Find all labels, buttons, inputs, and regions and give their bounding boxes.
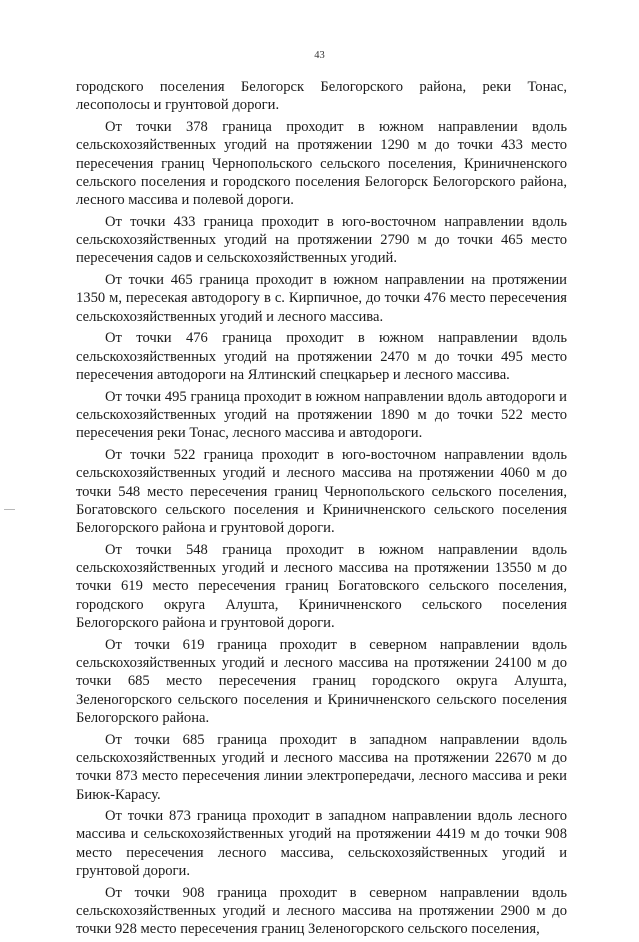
- margin-mark: [4, 509, 15, 510]
- paragraph-point-685: От точки 685 граница проходит в западном направлении вдоль сельскохозяйственных угодий и лесного массива на протяжении 22670 м до точки 873 место пересечения линии электропередачи, лесного массива и реки Биюк-Карасу.: [76, 731, 567, 803]
- paragraph-point-548: От точки 548 граница проходит в южном направлении вдоль сельскохозяйственных угодий и лесного массива на протяжении 13550 м до точки 619 место пересечения границ Богатовского сельского поселения, городского округа Алушта, Криничненского сельского поселения Белогорского района и грунтовой дороги.: [76, 541, 567, 632]
- paragraph-point-495: От точки 495 граница проходит в южном направлении вдоль автодороги и сельскохозяйственных угодий на протяжении 1890 м до точки 522 место пересечения реки Тонас, лесного массива и автодороги.: [76, 388, 567, 442]
- paragraph-point-619: От точки 619 граница проходит в северном направлении вдоль сельскохозяйственных угодий и лесного массива на протяжении 24100 м до точки 685 место пересечения границ городского округа Алушта, Зеленогорского сельского поселения и Криничненского сельского поселения Белогорского района.: [76, 636, 567, 726]
- paragraph-continuation: городского поселения Белогорск Белогорского района, реки Тонас, лесополосы и грунтовой дороги.: [76, 79, 567, 114]
- document-body: [76, 78, 567, 942]
- paragraph-point-522: От точки 522 граница проходит в юго-восточном направлении вдоль сельскохозяйственных угодий и лесного массива на протяжении 4060 м до точки 548 место пересечения границ Чернопольского сельского поселения, Богатовского сельского поселения и Криничненского сельского поселения Белогорского района и грунтовой дороги.: [76, 446, 567, 537]
- paragraph-point-378: От точки 378 граница проходит в южном направлении вдоль сельскохозяйственных угодий на протяжении 1290 м до точки 433 место пересечения границ Чернопольского сельского поселения, Криничненского сельского поселения и городского поселения Белогорск Белогорского района, лесного массива и полевой дороги.: [76, 118, 567, 209]
- paragraph-point-873: От точки 873 граница проходит в западном направлении вдоль лесного массива и сельскохозяйственных угодий на протяжении 4419 м до точки 908 место пересечения лесного массива, сельскохозяйственных угодий и грунтовой дороги.: [76, 808, 567, 880]
- paragraph-point-433: От точки 433 граница проходит в юго-восточном направлении вдоль сельскохозяйственных угодий на протяжении 2790 м до точки 465 место пересечения садов и сельскохозяйственных угодий.: [76, 213, 567, 267]
- paragraph-point-908: От точки 908 граница проходит в северном направлении вдоль сельскохозяйственных угодий и лесного массива на протяжении 2900 м до точки 928 место пересечения границ Зеленогорского сельского поселения,: [76, 884, 567, 938]
- paragraph-point-476: От точки 476 граница проходит в южном направлении вдоль сельскохозяйственных угодий на протяжении 2470 м до точки 495 место пересечения автодороги на Ялтинский спецкарьер и лесного массива.: [76, 330, 567, 384]
- page-number: 43: [314, 50, 325, 61]
- paragraph-point-465: От точки 465 граница проходит в южном направлении на протяжении 1350 м, пересекая автодорогу в с. Кирпичное, до точки 476 место пересечения сельскохозяйственных угодий и лесного массива.: [76, 272, 567, 325]
